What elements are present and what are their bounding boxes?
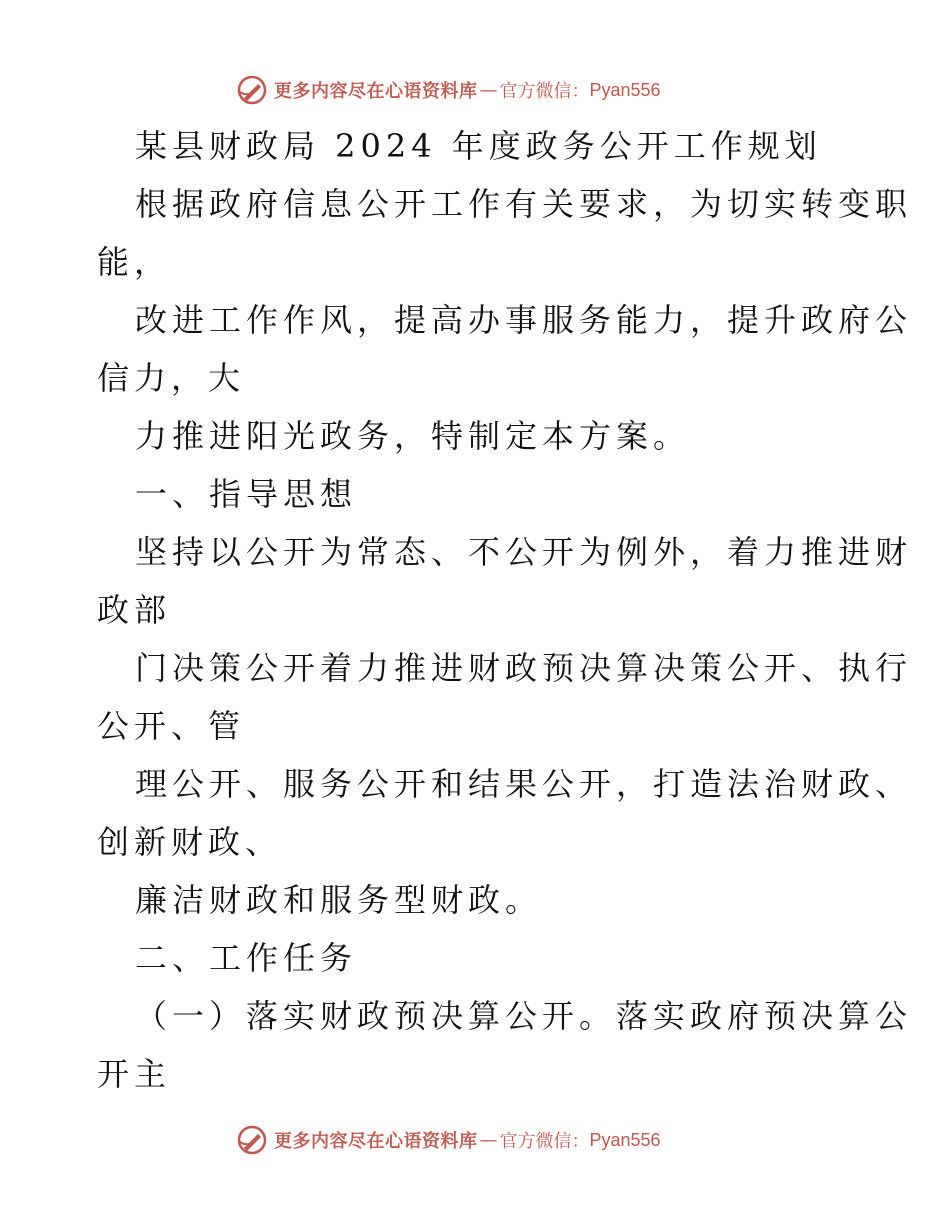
- paragraph-line: 信力，大: [97, 359, 246, 397]
- paragraph-line: （一）落实财政预决算公开。落实政府预决算公: [135, 997, 913, 1035]
- pen-logo-icon: [236, 1124, 268, 1156]
- watermark-text: 更多内容尽在心语资料库: [274, 81, 478, 102]
- paragraph-line: 开主: [97, 1055, 172, 1093]
- paragraph-line: 理公开、服务公开和结果公开，打造法治财政、: [135, 765, 913, 803]
- paragraph-line: 坚持以公开为常态、不公开为例外，着力推进财: [135, 533, 913, 571]
- watermark-dash: —: [479, 1129, 498, 1151]
- document-title: 某县财政局 2024 年度政务公开工作规划: [135, 127, 822, 165]
- paragraph-line: 创新财政、: [97, 823, 283, 861]
- document-body: [97, 117, 913, 1103]
- watermark-wechat-id: Pyan556: [589, 1129, 661, 1150]
- header-watermark: [236, 73, 661, 107]
- watermark-text: 更多内容尽在心语资料库: [274, 1131, 478, 1152]
- paragraph-line: 能，: [97, 243, 172, 281]
- paragraph-line: 根据政府信息公开工作有关要求，为切实转变职: [135, 185, 913, 223]
- section-heading: 一、指导思想: [135, 475, 358, 513]
- watermark-dash: —: [479, 79, 498, 101]
- watermark-wechat-id: Pyan556: [589, 79, 661, 100]
- pen-logo-icon: [236, 74, 268, 106]
- watermark-wechat-label: 官方微信：: [499, 81, 590, 102]
- paragraph-line: 门决策公开着力推进财政预决算决策公开、执行: [135, 649, 913, 687]
- paragraph-line: 改进工作作风，提高办事服务能力，提升政府公: [135, 301, 913, 339]
- paragraph-line: 廉洁财政和服务型财政。: [135, 881, 543, 919]
- footer-watermark: [236, 1123, 661, 1157]
- paragraph-line: 政部: [97, 591, 172, 629]
- section-heading: 二、工作任务: [135, 939, 358, 977]
- paragraph-line: 力推进阳光政务，特制定本方案。: [135, 417, 691, 455]
- paragraph-line: 公开、管: [97, 707, 246, 745]
- watermark-wechat-label: 官方微信：: [499, 1131, 590, 1152]
